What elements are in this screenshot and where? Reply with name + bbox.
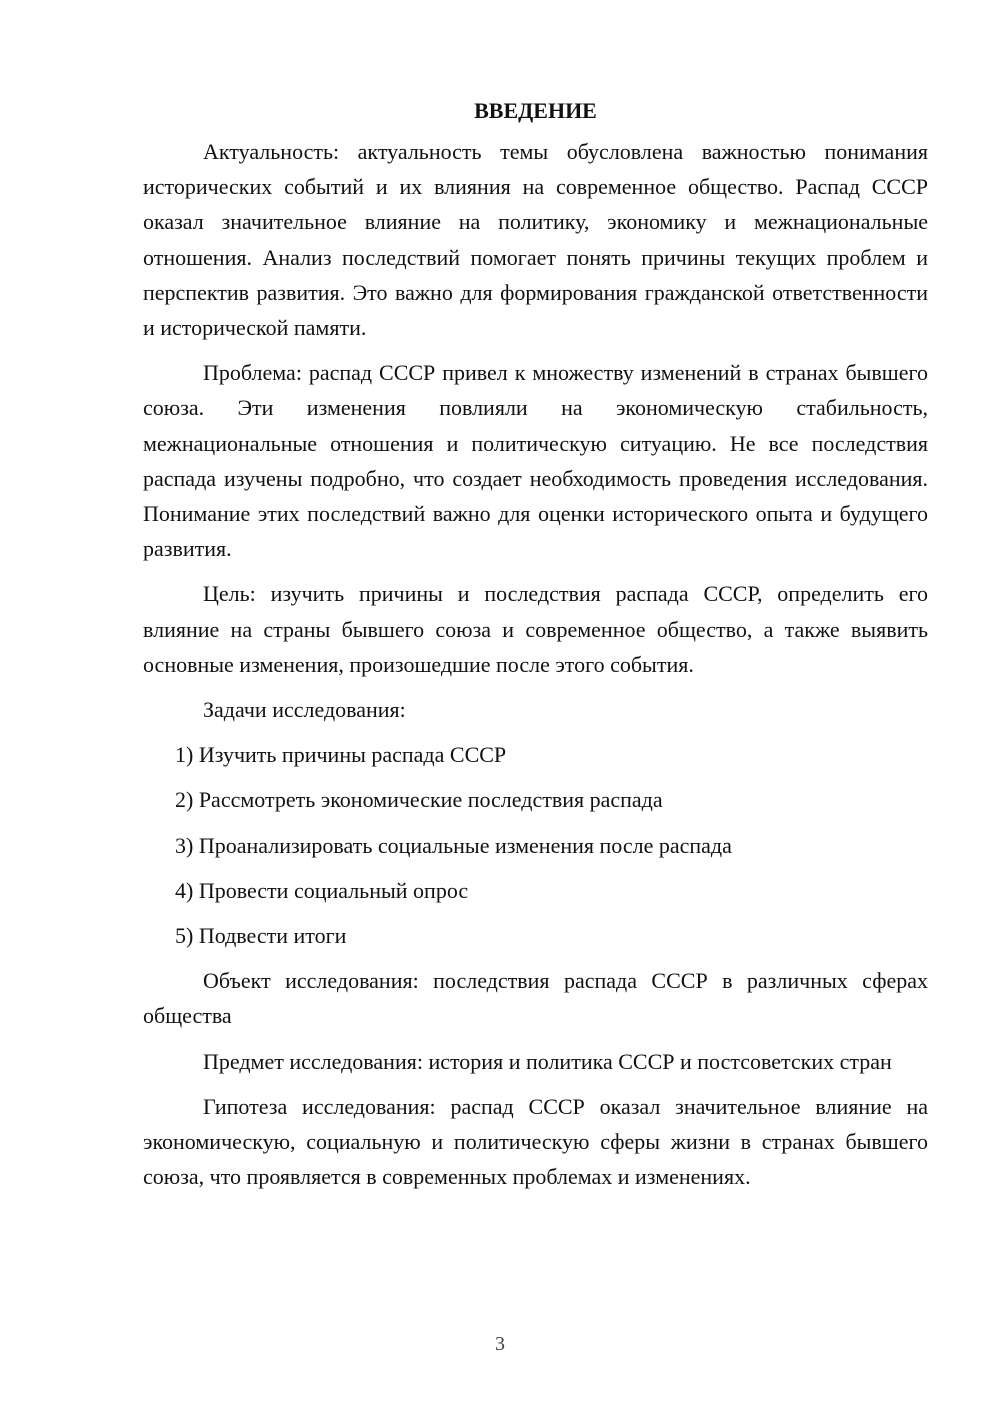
- tasks-heading: Задачи исследования:: [203, 697, 406, 723]
- tasks-list: [143, 737, 928, 953]
- page-number: 3: [495, 1333, 505, 1355]
- list-item: 4) Провести социальный опрос: [175, 877, 469, 903]
- paragraph-object: Объект исследования: последствия распада СССР в различных сферах общества: [143, 968, 928, 1029]
- document-page: [143, 94, 928, 1204]
- page-title: ВВЕДЕНИЕ: [474, 98, 597, 123]
- list-item: 1) Изучить причины распада СССР: [175, 742, 507, 768]
- list-item: 2) Рассмотреть экономические последствия распада: [175, 787, 663, 813]
- paragraph-goal: Цель: изучить причины и последствия распада СССР, определить его влияние на страны бывшего союза и современное общество, а также выявить основные изменения, произошедшие после этого события.: [143, 581, 928, 677]
- paragraph-hypothesis: Гипотеза исследования: распад СССР оказал значительное влияние на экономическую, социальную и политическую сферы жизни в странах бывшего союза, что проявляется в современных проблемах и изменениях.: [143, 1093, 928, 1190]
- list-item: 5) Подвести итоги: [175, 923, 347, 949]
- paragraph-relevance: Актуальность: актуальность темы обусловлена важностью понимания исторических событий и их влияния на современное общество. Распад СССР оказал значительное влияние на политику, экономику и межнациональные отношения. Анализ последствий помогает понять причины текущих проблем и перспектив развития. Это важно для формирования гражданской ответственности и исторической памяти.: [143, 139, 928, 341]
- paragraph-subject: Предмет исследования: история и политика СССР и постсоветских стран: [203, 1048, 892, 1074]
- paragraph-problem: Проблема: распад СССР привел к множеству изменений в странах бывшего союза. Эти изменения повлияли на экономическую стабильность, межнациональные отношения и политическую ситуацию. Не все последствия распада изучены подробно, что создает необходимость проведения исследования. Понимание этих последствий важно для оценки исторического опыта и будущего развития.: [143, 360, 928, 562]
- list-item: 3) Проанализировать социальные изменения после распада: [175, 832, 732, 858]
